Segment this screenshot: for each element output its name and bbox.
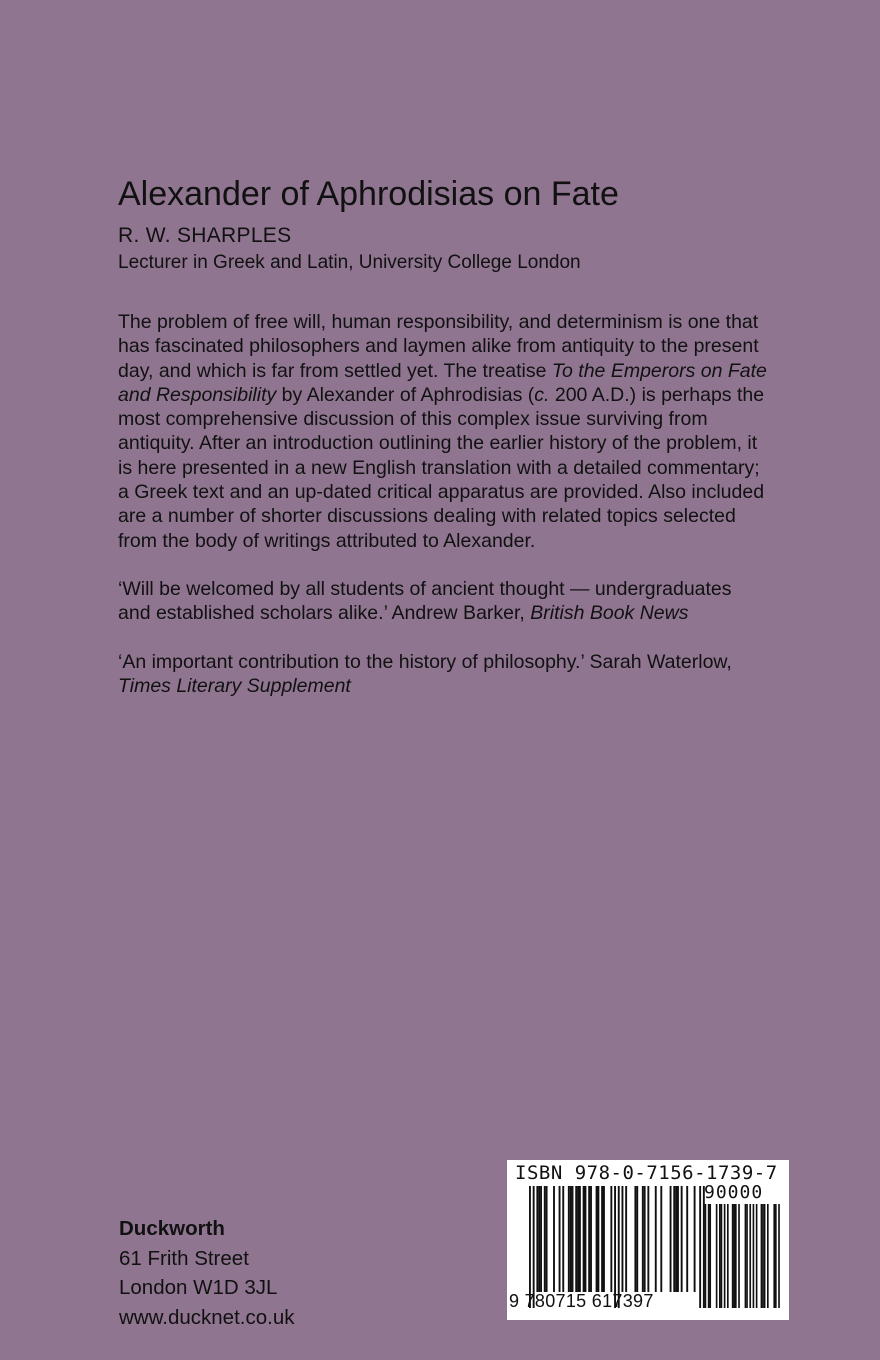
barcode-bar <box>634 1186 636 1292</box>
addon-bar <box>733 1204 735 1308</box>
addon-bar <box>721 1204 723 1308</box>
barcode-bar <box>553 1186 555 1292</box>
addon-bar <box>705 1204 707 1308</box>
author-name: R. W. SHARPLES <box>118 224 292 247</box>
barcode-bar <box>546 1186 548 1292</box>
barcode-bar <box>575 1186 577 1292</box>
barcode-bar <box>579 1186 581 1292</box>
barcode-bar <box>670 1186 672 1292</box>
addon-bar <box>745 1204 747 1308</box>
addon-bar <box>762 1204 764 1308</box>
addon-bar <box>775 1204 777 1308</box>
barcode-bar <box>618 1186 620 1308</box>
addon-bar <box>732 1204 734 1308</box>
isbn-barcode <box>507 1160 789 1320</box>
addon-bar <box>773 1204 775 1308</box>
barcode-bar <box>572 1186 574 1292</box>
publisher-name: Duckworth <box>119 1217 225 1240</box>
barcode-bar <box>544 1186 546 1292</box>
addon-bar <box>716 1204 718 1308</box>
barcode-bar <box>533 1186 535 1308</box>
author-affiliation: Lecturer in Greek and Latin, University College London <box>118 252 581 273</box>
quote-source: Times Literary Supplement <box>118 674 351 697</box>
addon-bar <box>778 1204 780 1308</box>
quote-text: ‘Will be welcomed by all students of ancient thought — undergraduates and established scholars alike.’ Andrew Barker, <box>118 577 732 625</box>
publisher-website: www.ducknet.co.uk <box>119 1305 295 1329</box>
review-quote-2 <box>118 650 768 699</box>
barcode-bar <box>681 1186 683 1292</box>
barcode-bar <box>622 1186 624 1292</box>
barcode-bar <box>588 1186 590 1292</box>
barcode-bar <box>673 1186 675 1292</box>
addon-bar <box>727 1204 729 1308</box>
work-title: To the Emperors on Fate and Responsibility <box>118 359 767 406</box>
book-title: Alexander of Aphrodisias on Fate <box>118 175 619 213</box>
addon-bar <box>767 1204 769 1308</box>
barcode-bar <box>570 1186 572 1292</box>
addon-bar <box>708 1204 710 1308</box>
barcode-bar <box>703 1186 705 1308</box>
addon-bar <box>738 1204 740 1308</box>
barcode-bar <box>562 1186 564 1292</box>
addon-bar <box>746 1204 748 1308</box>
barcode-bar <box>686 1186 688 1292</box>
barcode-bar <box>536 1186 538 1292</box>
barcode-bar <box>642 1186 644 1292</box>
description-rest: 200 A.D.) is perhaps the most comprehensive discussion of this complex issue surviving from antiquity. After an introduction outlining the earlier history of the problem, it is here presented in a new English translation with a detailed commentary; a Greek text and an up-dated critical apparatus are provided. Also included are a number of shorter discussions dealing with related topics selected from the body of writings attributed to Alexander. <box>118 383 765 552</box>
barcode-bar <box>675 1186 677 1292</box>
barcode-bar <box>597 1186 599 1292</box>
addon-bar <box>756 1204 758 1308</box>
barcode-bar <box>636 1186 638 1292</box>
barcode-bar <box>603 1186 605 1292</box>
publisher-address-line2: London W1D 3JL <box>119 1276 278 1299</box>
addon-bar <box>753 1204 755 1308</box>
barcode-bar <box>677 1186 679 1292</box>
back-cover-text <box>118 172 768 698</box>
barcode-bar <box>625 1186 627 1292</box>
addon-bar <box>709 1204 711 1308</box>
barcode-bar <box>559 1186 561 1292</box>
circa-abbrev: c. <box>534 383 550 406</box>
quote-text: ‘An important contribution to the history of philosophy.’ Sarah Waterlow, <box>118 650 732 673</box>
barcode-digits: 9 780715 617397 <box>509 1291 654 1311</box>
barcode-bar <box>614 1186 616 1308</box>
addon-bar <box>749 1204 751 1308</box>
addon-bar <box>761 1204 763 1308</box>
barcode-bar <box>540 1186 542 1292</box>
barcode-bar <box>596 1186 598 1292</box>
barcode-bar <box>660 1186 662 1292</box>
publisher-block <box>119 1214 294 1332</box>
barcode-bar <box>699 1186 701 1308</box>
barcode-bar <box>590 1186 592 1292</box>
barcode-bar <box>583 1186 585 1292</box>
barcode-bar <box>610 1186 612 1292</box>
description-part: by Alexander of Aphrodisias ( <box>276 383 535 406</box>
barcode-bar <box>601 1186 603 1292</box>
barcode-bar <box>577 1186 579 1292</box>
addon-bar <box>719 1204 721 1308</box>
addon-bar <box>724 1204 726 1308</box>
price-addon-label: 90000 <box>704 1182 764 1203</box>
quote-source: British Book News <box>530 602 689 625</box>
addon-bar <box>735 1204 737 1308</box>
barcode-bar <box>585 1186 587 1292</box>
barcode-bar <box>529 1186 531 1308</box>
review-quote-1 <box>118 577 768 626</box>
barcode-bar <box>538 1186 540 1292</box>
barcode-bar <box>655 1186 657 1292</box>
isbn-label: ISBN 978-0-7156-1739-7 <box>515 1162 778 1184</box>
barcode-bar <box>644 1186 646 1292</box>
barcode-bar <box>647 1186 649 1292</box>
publisher-address-line1: 61 Frith Street <box>119 1246 249 1270</box>
barcode-bar <box>568 1186 570 1292</box>
barcode-bar <box>694 1186 696 1292</box>
addon-bar <box>764 1204 766 1308</box>
description-intro: The problem of free will, human responsibility, and determinism is one that has fascinated philosophers and laymen alike from antiquity to the present day, and which is far from settled yet. The treatise <box>118 311 759 382</box>
book-description <box>118 310 768 553</box>
